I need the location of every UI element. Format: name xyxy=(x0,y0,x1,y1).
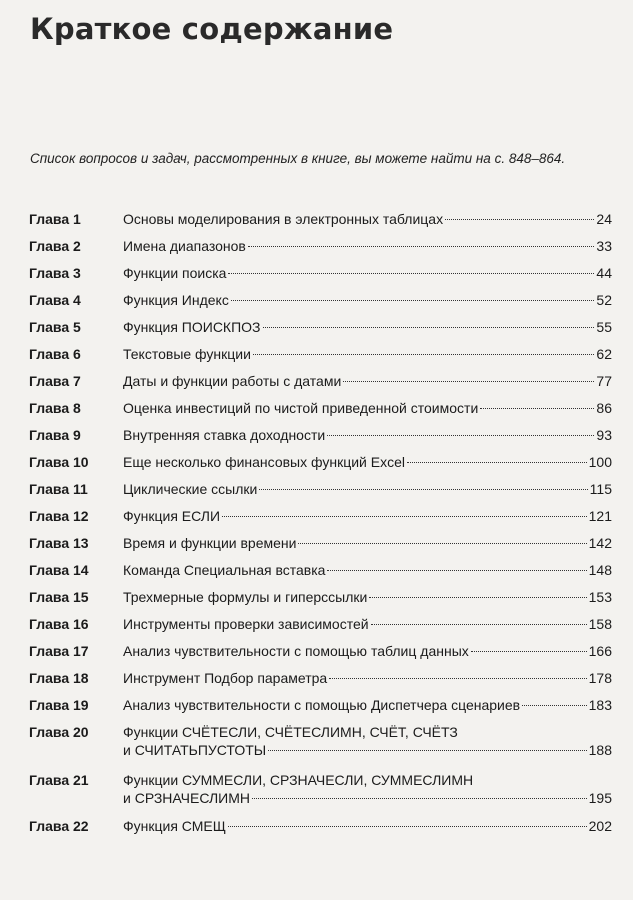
chapter-label: Глава 4 xyxy=(29,292,81,308)
chapter-label: Глава 8 xyxy=(29,400,81,416)
page-title: Краткое содержание xyxy=(30,12,394,46)
page-number: 86 xyxy=(596,400,612,416)
toc-row[interactable] xyxy=(29,561,612,588)
toc-row[interactable] xyxy=(29,723,612,771)
chapter-label: Глава 14 xyxy=(29,562,89,578)
chapter-title: Внутренняя ставка доходности xyxy=(123,427,326,443)
chapter-label: Глава 3 xyxy=(29,265,81,281)
page-number: 202 xyxy=(588,818,612,834)
toc-row[interactable] xyxy=(29,291,612,318)
dot-leader xyxy=(228,273,594,274)
dot-leader xyxy=(407,462,587,463)
page-number: 121 xyxy=(588,508,612,524)
toc-row[interactable] xyxy=(29,399,612,426)
chapter-title: Функция СМЕЩ xyxy=(123,818,226,834)
toc-row[interactable] xyxy=(29,453,612,480)
chapter-title-line-1: Функции СЧЁТЕСЛИ, СЧЁТЕСЛИМН, СЧЁТ, СЧЁТЗ xyxy=(123,724,458,740)
chapter-title: Функция ЕСЛИ xyxy=(123,508,221,524)
chapter-title: Имена диапазонов xyxy=(123,238,246,254)
dot-leader xyxy=(253,354,594,355)
toc-row[interactable] xyxy=(29,669,612,696)
page-number: 183 xyxy=(588,697,612,713)
toc-row[interactable] xyxy=(29,817,612,844)
dot-leader xyxy=(263,327,595,328)
page-number: 62 xyxy=(596,346,612,362)
chapter-title: Даты и функции работы с датами xyxy=(123,373,342,389)
toc-row[interactable] xyxy=(29,771,612,817)
toc-row[interactable] xyxy=(29,372,612,399)
chapter-label: Глава 5 xyxy=(29,319,81,335)
chapter-label: Глава 13 xyxy=(29,535,89,551)
chapter-title: Функция Индекс xyxy=(123,292,229,308)
dot-leader xyxy=(327,435,594,436)
toc-row[interactable] xyxy=(29,237,612,264)
chapter-title: Команда Специальная вставка xyxy=(123,562,326,578)
chapter-label: Глава 9 xyxy=(29,427,81,443)
page-number: 148 xyxy=(588,562,612,578)
chapter-label: Глава 2 xyxy=(29,238,81,254)
dot-leader xyxy=(327,570,586,571)
chapter-label: Глава 6 xyxy=(29,346,81,362)
chapter-label: Глава 21 xyxy=(29,772,89,788)
chapter-title: Инструменты проверки зависимостей xyxy=(123,616,369,632)
toc-row[interactable] xyxy=(29,507,612,534)
page-number: 188 xyxy=(588,742,612,758)
chapter-label: Глава 20 xyxy=(29,724,89,740)
page-number: 178 xyxy=(588,670,612,686)
page-number: 100 xyxy=(588,454,612,470)
toc-row[interactable] xyxy=(29,696,612,723)
chapter-title: Анализ чувствительности с помощью таблиц данных xyxy=(123,643,469,659)
dot-leader xyxy=(228,826,587,827)
chapter-label: Глава 17 xyxy=(29,643,89,659)
chapter-title: Инструмент Подбор параметра xyxy=(123,670,328,686)
toc-row[interactable] xyxy=(29,318,612,345)
chapter-label: Глава 22 xyxy=(29,818,89,834)
page-number: 44 xyxy=(596,265,612,281)
chapter-title: Циклические ссылки xyxy=(123,481,258,497)
chapter-title: Основы моделирования в электронных таблицах xyxy=(123,211,444,227)
page-number: 93 xyxy=(596,427,612,443)
table-of-contents xyxy=(29,210,612,844)
dot-leader xyxy=(445,219,594,220)
dot-leader xyxy=(248,246,595,247)
chapter-label: Глава 19 xyxy=(29,697,89,713)
toc-row[interactable] xyxy=(29,480,612,507)
chapter-title-line-2: и СРЗНАЧЕСЛИМН xyxy=(123,790,250,806)
toc-row[interactable] xyxy=(29,615,612,642)
chapter-label: Глава 12 xyxy=(29,508,89,524)
page-number: 52 xyxy=(596,292,612,308)
chapter-label: Глава 10 xyxy=(29,454,89,470)
chapter-title: Еще несколько финансовых функций Excel xyxy=(123,454,405,470)
dot-leader xyxy=(259,489,587,490)
chapter-title: Анализ чувствительности с помощью Диспетчера сценариев xyxy=(123,697,521,713)
dot-leader xyxy=(298,543,586,544)
dot-leader xyxy=(252,798,587,799)
chapter-label: Глава 11 xyxy=(29,481,88,497)
chapter-label: Глава 15 xyxy=(29,589,89,605)
toc-row[interactable] xyxy=(29,588,612,615)
dot-leader xyxy=(222,516,587,517)
toc-row[interactable] xyxy=(29,426,612,453)
chapter-title: Оценка инвестиций по чистой приведенной стоимости xyxy=(123,400,479,416)
page-number: 24 xyxy=(596,211,612,227)
toc-row[interactable] xyxy=(29,345,612,372)
page-number: 153 xyxy=(588,589,612,605)
chapter-title: Текстовые функции xyxy=(123,346,251,362)
dot-leader xyxy=(369,597,586,598)
chapter-label: Глава 16 xyxy=(29,616,89,632)
dot-leader xyxy=(522,705,587,706)
dot-leader xyxy=(231,300,595,301)
toc-row[interactable] xyxy=(29,642,612,669)
toc-row[interactable] xyxy=(29,534,612,561)
page-number: 115 xyxy=(589,481,612,497)
page-number: 158 xyxy=(588,616,612,632)
chapter-title: Функция ПОИСКПОЗ xyxy=(123,319,261,335)
chapter-title: Трехмерные формулы и гиперссылки xyxy=(123,589,368,605)
dot-leader xyxy=(371,624,587,625)
page-number: 166 xyxy=(588,643,612,659)
toc-row[interactable] xyxy=(29,264,612,291)
page-number: 77 xyxy=(596,373,612,389)
chapter-title-line-1: Функции СУММЕСЛИ, СРЗНАЧЕСЛИ, СУММЕСЛИМН xyxy=(123,772,474,788)
dot-leader xyxy=(268,750,586,751)
dot-leader xyxy=(471,651,587,652)
page-number: 142 xyxy=(588,535,612,551)
intro-note: Список вопросов и задач, рассмотренных в книге, вы можете найти на с. 848–864. xyxy=(30,151,566,166)
dot-leader xyxy=(329,678,586,679)
page-number: 33 xyxy=(596,238,612,254)
chapter-title-line-2: и СЧИТАТЬПУСТОТЫ xyxy=(123,742,267,758)
chapter-label: Глава 18 xyxy=(29,670,89,686)
toc-row[interactable] xyxy=(29,210,612,237)
dot-leader xyxy=(343,381,594,382)
page-number: 55 xyxy=(596,319,612,335)
chapter-label: Глава 7 xyxy=(29,373,81,389)
dot-leader xyxy=(480,408,594,409)
chapter-title: Время и функции времени xyxy=(123,535,297,551)
chapter-label: Глава 1 xyxy=(29,211,81,227)
page-number: 195 xyxy=(588,790,612,806)
chapter-title: Функции поиска xyxy=(123,265,227,281)
